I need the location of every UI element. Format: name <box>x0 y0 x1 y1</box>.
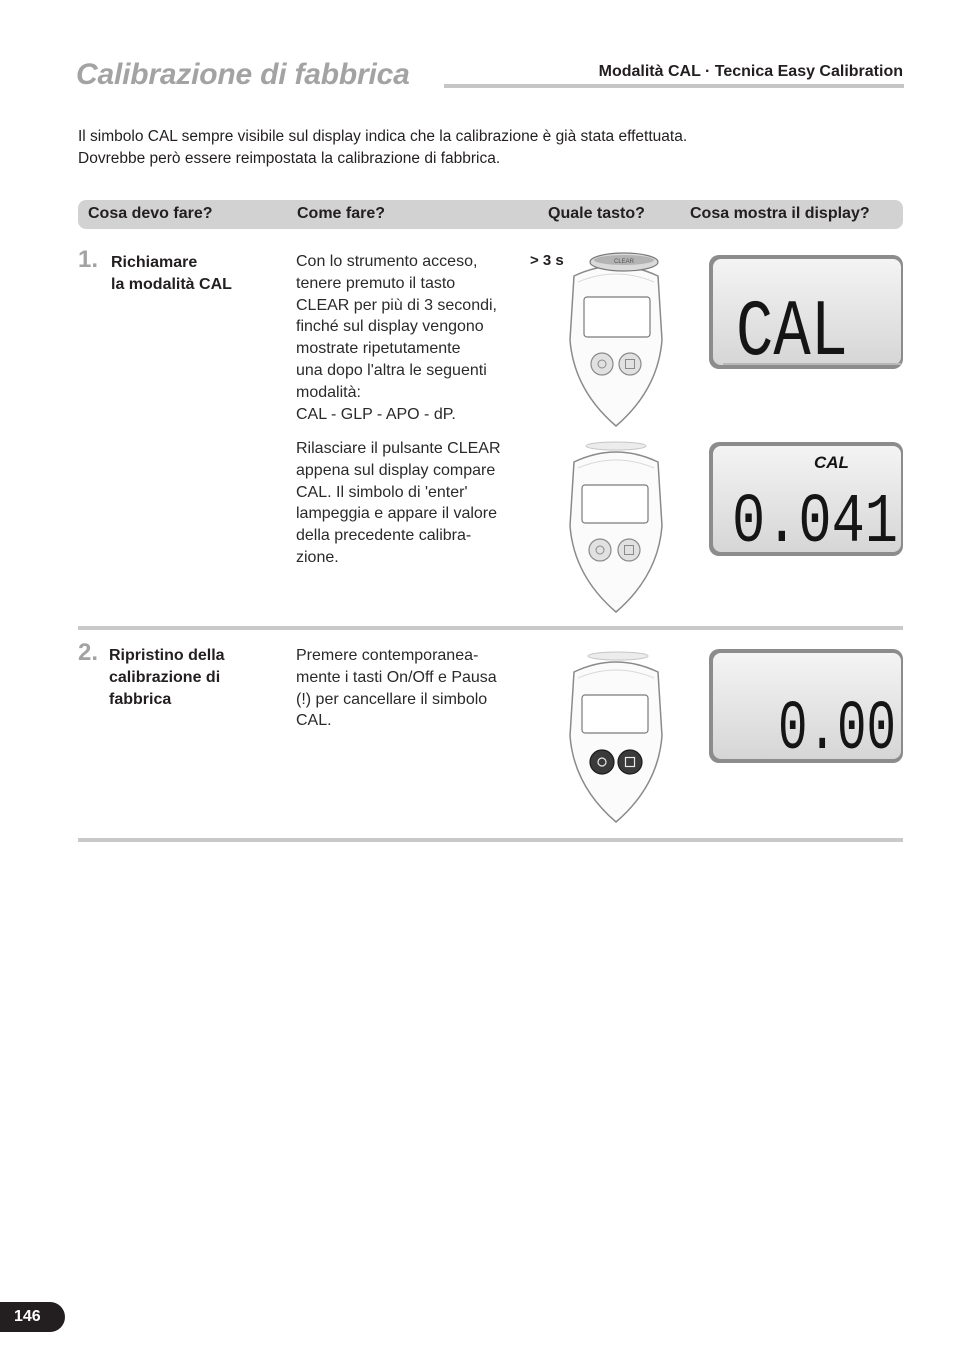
column-header-key: Quale tasto? <box>548 205 645 222</box>
row-divider <box>78 838 903 842</box>
description-line: finché sul display vengono <box>296 318 484 336</box>
description-line: Premere contemporanea- <box>296 647 479 664</box>
lcd-text: CAL <box>736 288 848 379</box>
step-description <box>296 251 497 425</box>
lcd-display <box>708 441 904 563</box>
lcd-display <box>708 648 904 770</box>
description-line: tenere premuto il tasto <box>296 274 456 292</box>
column-header-how: Come fare? <box>297 205 386 222</box>
device-illustration <box>566 646 666 824</box>
description-line: mostrate ripetutamente <box>296 340 461 358</box>
power-button <box>591 353 613 375</box>
description-line: (!) per cancellare il simbolo <box>296 690 488 708</box>
intro-text <box>78 126 687 170</box>
step-description <box>296 438 501 569</box>
step-title-line: Ripristino della <box>109 647 225 664</box>
step-title <box>111 252 232 296</box>
hold-time-label: > 3 s <box>530 252 564 269</box>
lcd-cal-indicator: CAL <box>814 453 849 472</box>
page-number: 146 <box>0 1302 65 1332</box>
power-button <box>590 750 614 774</box>
description-line: modalità: <box>296 383 361 401</box>
description-line: Con lo strumento acceso, <box>296 253 478 270</box>
intro-line: Il simbolo CAL sempre visibile sul display indica che la calibrazione è già stata effettuata. <box>78 128 688 145</box>
lcd-display <box>708 254 904 379</box>
table-header <box>78 200 903 229</box>
description-line: zione. <box>296 548 339 566</box>
step-title-line: Richiamare <box>111 254 198 271</box>
intro-line: Dovrebbe però essere reimpostata la calibrazione di fabbrica. <box>78 150 501 167</box>
description-line: Rilasciare il pulsante CLEAR <box>296 440 501 457</box>
description-line: una dopo l'altra le seguenti <box>296 361 487 379</box>
step-description <box>296 645 497 732</box>
pause-button <box>619 353 641 375</box>
step-title <box>109 645 225 711</box>
step-title-line: fabbrica <box>109 691 172 708</box>
description-line: CLEAR per più di 3 secondi, <box>296 296 497 314</box>
pause-button <box>618 750 642 774</box>
column-header-what: Cosa devo fare? <box>88 205 213 222</box>
description-line: appena sul display compare <box>296 461 496 479</box>
page-title: Calibrazione di fabbrica <box>76 58 410 91</box>
device-illustration <box>566 250 666 428</box>
clear-button-label: CLEAR <box>613 259 635 265</box>
step-title-line: la modalità CAL <box>111 276 232 293</box>
step-number: 2. <box>78 639 99 666</box>
step-number: 1. <box>78 246 99 273</box>
step-title-line: calibrazione di <box>109 669 221 686</box>
clear-button <box>586 442 646 450</box>
description-line: della precedente calibra- <box>296 527 472 545</box>
description-line: CAL. Il simbolo di 'enter' <box>296 483 468 501</box>
device-screen <box>582 695 648 733</box>
header-rule <box>444 84 904 88</box>
description-line: CAL - GLP - APO - dP. <box>296 405 456 423</box>
power-button <box>589 539 611 561</box>
row-divider <box>78 626 903 630</box>
column-header-display: Cosa mostra il display? <box>690 205 870 222</box>
description-line: lampeggia e appare il valore <box>296 505 498 523</box>
description-line: CAL. <box>296 712 332 730</box>
description-line: mente i tasti On/Off e Pausa <box>296 668 497 686</box>
device-screen <box>584 297 650 337</box>
lcd-text: 0.041 <box>732 484 898 563</box>
lcd-text: 0.00 <box>778 691 896 770</box>
pause-button <box>618 539 640 561</box>
section-title: Modalità CAL · Tecnica Easy Calibration <box>598 63 903 80</box>
device-screen <box>582 485 648 523</box>
device-illustration <box>566 436 666 614</box>
clear-button <box>588 652 648 660</box>
